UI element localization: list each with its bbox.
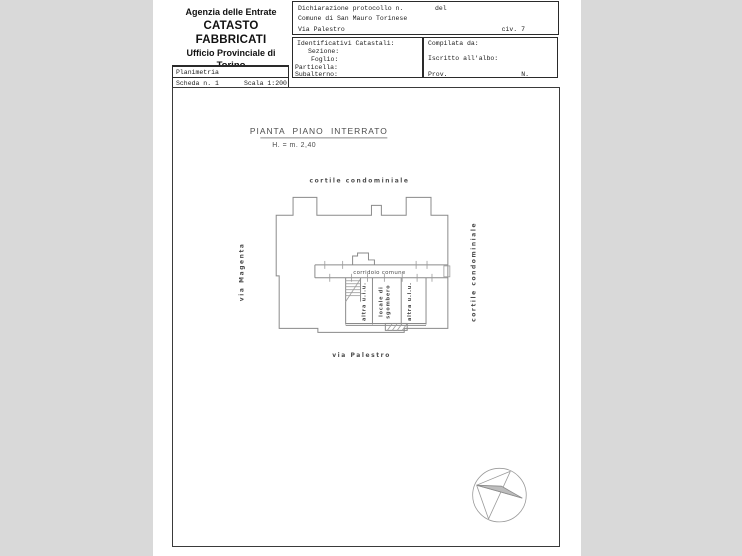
registered-label: Iscritto all'albo: bbox=[428, 55, 499, 62]
drawing-frame bbox=[172, 87, 560, 547]
cadastral-subalterno-label: Subalterno: bbox=[295, 71, 338, 78]
agency-office: Ufficio Provinciale di bbox=[186, 48, 276, 58]
agency-register: CATASTO FABBRICATI bbox=[195, 20, 267, 46]
declaration-box bbox=[292, 1, 559, 35]
protocol-label: Dichiarazione protocollo n. bbox=[298, 5, 404, 12]
number-label: N. bbox=[521, 71, 529, 78]
document-paper bbox=[153, 0, 581, 556]
scheda-number-label: Scheda n. 1 bbox=[176, 80, 219, 87]
agency-letterhead bbox=[172, 6, 290, 72]
planimetria-label: Planimetria bbox=[176, 69, 219, 76]
room-center-label-line1: locale di bbox=[378, 286, 385, 317]
room-left-label: altra u.i.u. bbox=[361, 282, 368, 322]
cadastral-foglio-label: Foglio: bbox=[311, 56, 339, 63]
staircase bbox=[346, 278, 361, 302]
cadastral-identifiers-box bbox=[292, 37, 423, 78]
street-bottom-label: via Palestro bbox=[332, 352, 391, 360]
civic-number-label: civ. 7 bbox=[501, 26, 525, 33]
floor-plan-drawing bbox=[173, 88, 558, 545]
corridor-label: corridoio comune bbox=[353, 269, 406, 276]
drawing-title: PIANTA PIANO INTERRATO bbox=[249, 125, 388, 136]
courtyard-top-label: cortile condominiale bbox=[309, 177, 410, 185]
planimetria-box bbox=[172, 65, 289, 78]
scale-label: Scala 1:200 bbox=[244, 80, 287, 87]
compiled-by-box bbox=[423, 37, 558, 78]
cadastral-title: Identificativi Catastali: bbox=[297, 40, 395, 47]
room-right-label: altra u.i.u. bbox=[407, 282, 414, 322]
compiled-by-label: Compilata da: bbox=[428, 40, 479, 47]
courtyard-right-label: cortile condominiale bbox=[470, 221, 478, 322]
street-label: Via Palestro bbox=[298, 26, 345, 33]
height-note: H. = m. 2,40 bbox=[272, 141, 317, 149]
cadastral-sezione-label: Sezione: bbox=[308, 48, 340, 55]
street-left-label: via Magenta bbox=[238, 242, 246, 302]
province-label: Prov. bbox=[428, 71, 448, 78]
municipality-label: Comune di San Mauro Torinese bbox=[298, 15, 408, 22]
compass-rose-icon bbox=[473, 468, 527, 522]
agency-name: Agenzia delle Entrate bbox=[185, 7, 277, 17]
protocol-date-label: del bbox=[435, 5, 447, 12]
cadastral-particella-label: Particella: bbox=[295, 64, 338, 71]
room-center-label-line2: sgombero bbox=[385, 284, 392, 319]
